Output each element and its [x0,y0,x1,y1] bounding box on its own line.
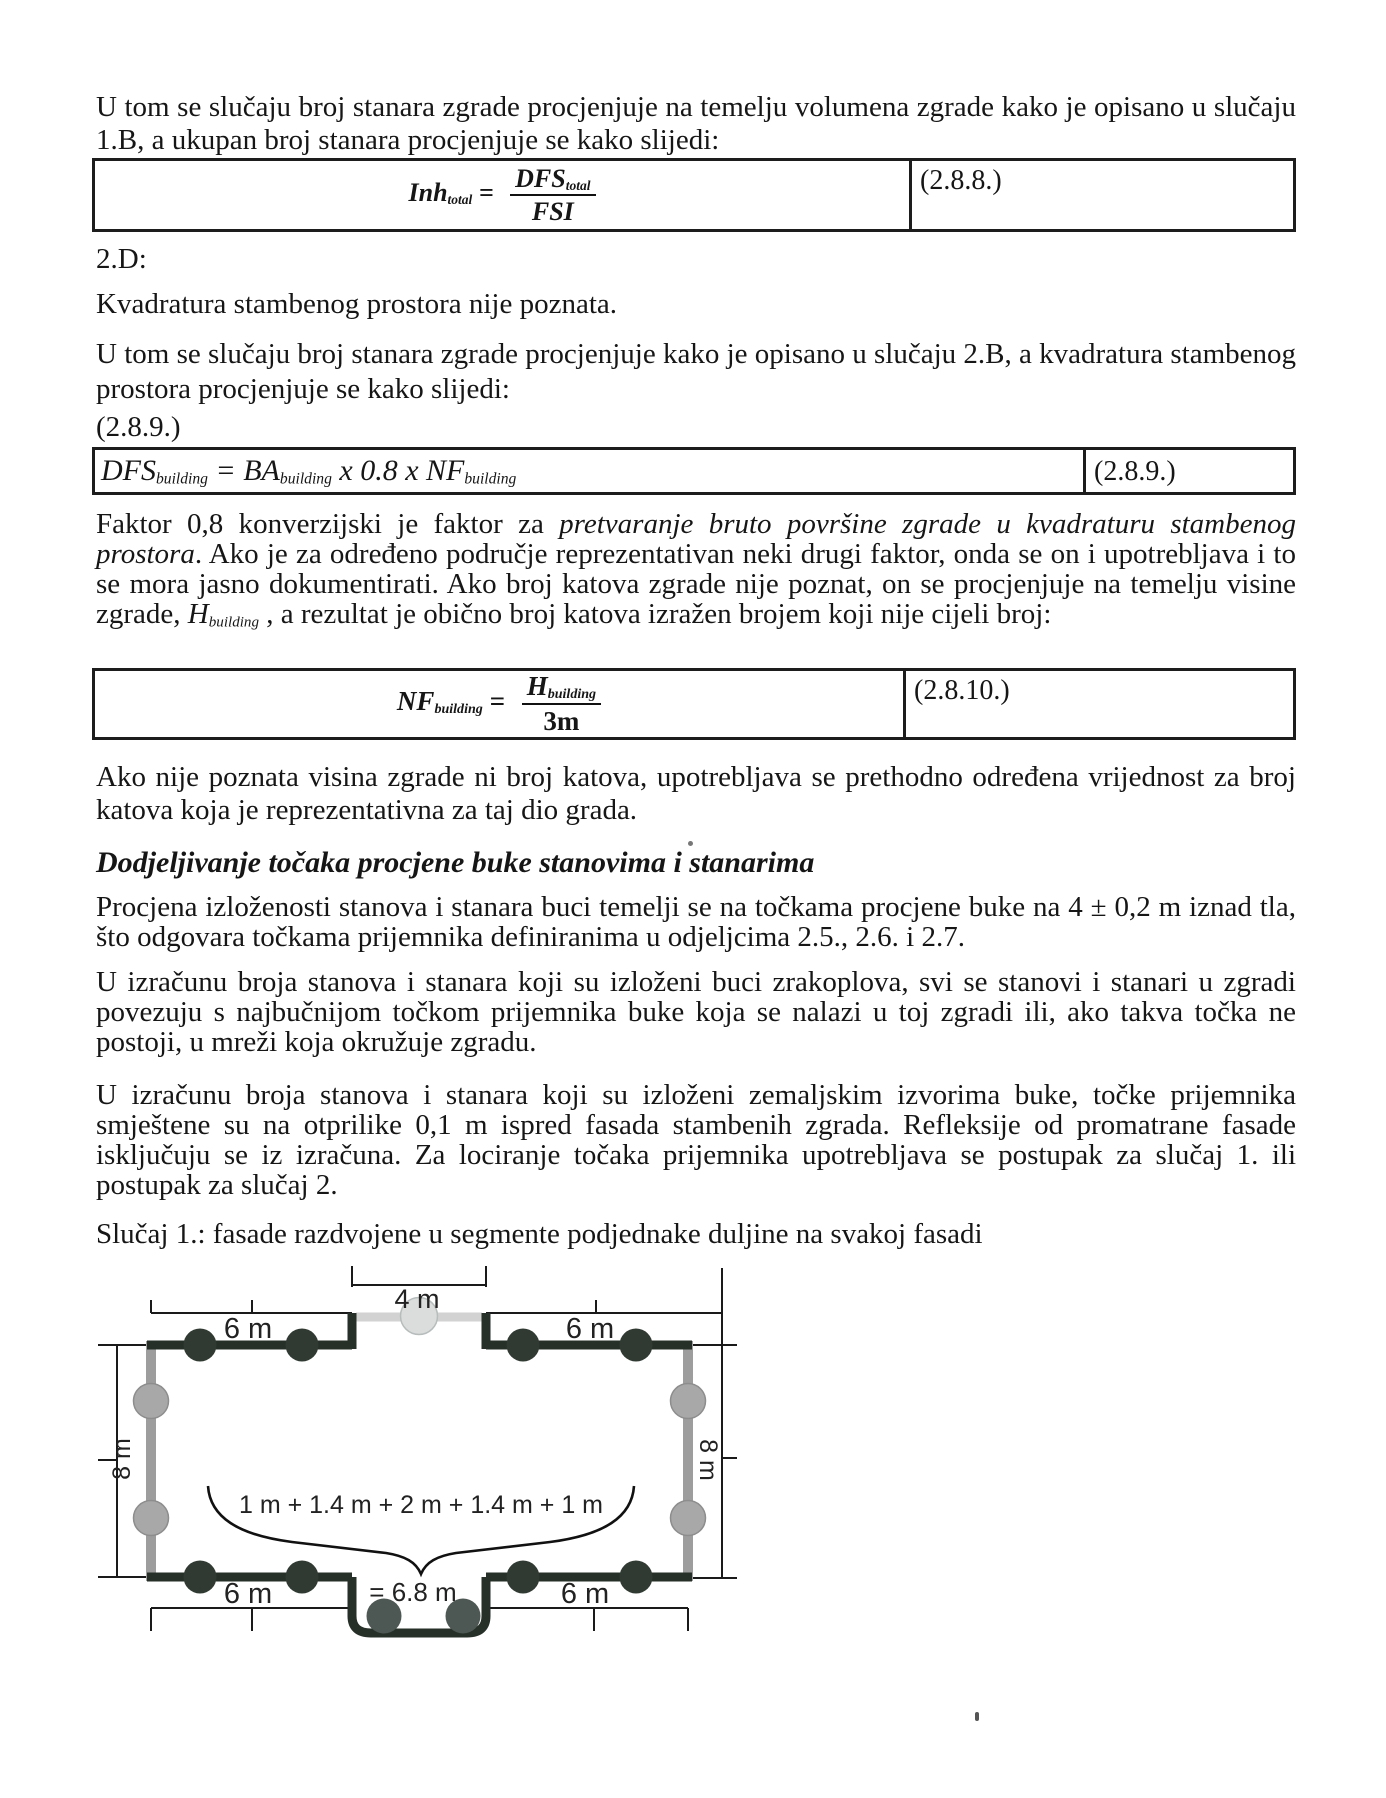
formula-table-289 [92,447,1296,495]
formula-289-ba: BA [243,453,280,487]
formula-2810-lhs-sub: building [434,701,483,718]
paragraph-volume-estimate: U tom se slučaju broj stanara zgrade procjenjuje na temelju volumena zgrade kako je opisano u slučaju 1.B, a ukupan broj stanara procjenjuje se kako slijedi: [96,91,1296,156]
faktor-italic-phrase: pretvaranje bruto površine zgrade u kvadraturu stambenog prostora [96,508,1296,570]
faktor-text-3: , a rezultat je obično broj katova izražen brojem koji nije cijeli broj: [259,598,1052,630]
label-6m-bottom-right: 6 m [560,1578,610,1610]
formula-2810-numerator: H [526,671,548,702]
receiver-point [286,1561,319,1594]
receiver-points-dark [184,1329,653,1594]
formula-cell-2810 [95,671,906,737]
section-heading: Dodjeljivanje točaka procjene buke stanovima i stanarima [96,846,815,879]
formula-cell-289 [95,450,1086,492]
formula-288-equals: = [478,177,494,207]
label-6m-top-right: 6 m [565,1313,615,1345]
receiver-point [671,1384,706,1419]
equation-ref-2810: (2.8.10.) [914,675,1010,706]
receiver-point [507,1561,540,1594]
formula-288-lhs-sub: total [447,191,473,207]
facade-segments-diagram [60,1260,780,1690]
receiver-point [134,1501,169,1536]
building-side-walls [151,1341,688,1581]
label-8m-right: 8 m [694,1439,722,1481]
formula-288-fraction [510,165,595,225]
faktor-text-1: Faktor 0,8 konverzijski je faktor za [96,508,560,540]
receiver-point [671,1501,706,1536]
label-8m-left: 8 m [108,1438,136,1480]
label-4m: 4 m [394,1284,440,1314]
formula-2810 [397,672,601,735]
receiver-point [184,1561,217,1594]
paragraph-unknown-height: Ako nije poznata visina zgrade ni broj katova, upotrebljava se prethodno određena vrijednost za broj katova koja je reprezentativna za taj dio grada. [96,761,1296,826]
formula-2810-equals: = [489,686,505,717]
formula-288-denominator: FSI [531,196,574,226]
receiver-point [620,1561,653,1594]
formula-2810-denominator: 3m [543,706,580,737]
formula-288-lhs: Inh [408,177,448,207]
faktor-text-2: . Ako je za određeno područje reprezentativan neki drugi faktor, onda se on i upotrebljava i to se mora jasno dokumentirati. Ako broj katova zgrade nije poznat, on se procjenjuje na temelju visine zgrade, [96,538,1296,630]
formula-289 [101,454,516,488]
paragraph-zemaljski: U izračunu broja stanova i stanara koji su izloženi zemaljskim izvorima buke, točke prijemnika smještene su na otprilike 0,1 m ispred fasada stambenih zgrada. Refleksije od promatrane fasade isključuju se iz izračuna. Za lociranje točaka prijemnika upotrebljava se postupak za slučaj 1. ili postupak za slučaj 2. [96,1079,1296,1201]
scan-speck [688,841,693,846]
formula-289-ba-sub: building [279,470,332,488]
formula-table-288 [92,158,1296,232]
label-6m-bottom-left: 6 m [223,1578,273,1610]
formula-2810-fraction [522,672,601,735]
label-segment-total: = 6.8 m [369,1577,457,1607]
formula-288-numerator-sub: total [565,177,591,193]
receiver-point [134,1384,169,1419]
formula-288-numerator: DFS [515,163,566,193]
paragraph-procjena: Procjena izloženosti stanova i stanara buci temelji se na točkama procjene buke na 4 ± 0,2 m iznad tla, što odgovara točkama prijemnika definiranima u odjeljcima 2.5., 2.6. i 2.7. [96,891,1296,953]
formula-289-times: x 0.8 x [331,453,427,487]
receiver-point [620,1329,653,1362]
formula-cell-288 [95,161,912,229]
receiver-point [286,1329,319,1362]
faktor-h-variable: H [187,598,209,630]
paragraph-case-2b: U tom se slučaju broj stanara zgrade procjenjuje kako je opisano u slučaju 2.B, a kvadratura stambenog prostora procjenjuje se kako slijedi: [96,338,1296,405]
formula-289-equals: = [207,453,244,487]
scan-speck [975,1712,979,1721]
formula-288 [408,165,595,225]
paragraph-kvadratura: Kvadratura stambenog prostora nije poznata. [96,288,618,320]
label-6m-top-left: 6 m [223,1313,273,1345]
formula-289-nf: NF [426,453,465,487]
equation-label-289: (2.8.9.) [96,411,181,443]
section-label-2d: 2.D: [96,243,147,275]
formula-289-dfs-sub: building [156,470,208,488]
paragraph-slucaj1: Slučaj 1.: fasade razdvojene u segmente podjednake duljine na svakoj fasadi [96,1218,983,1250]
paragraph-faktor [96,509,1296,637]
paragraph-zrakoplova: U izračunu broja stanova i stanara koji su izloženi buci zrakoplova, svi se stanovi i stanari u zgradi povezuju s najbučnijom točkom prijemnika buke koja se nalazi u toj zgradi ili, ako takva točka ne postoji, u mreži koja okružuje zgradu. [96,966,1296,1058]
formula-2810-lhs: NF [396,686,435,717]
formula-2810-numerator-sub: building [547,686,597,703]
receiver-point [184,1329,217,1362]
equation-ref-289: (2.8.9.) [1094,456,1176,487]
equation-ref-288: (2.8.8.) [920,165,1002,196]
receiver-point [507,1329,540,1362]
formula-table-2810 [92,668,1296,740]
formula-289-nf-sub: building [464,470,517,488]
formula-289-dfs: DFS [101,453,156,487]
label-segment-sum: 1 m + 1.4 m + 2 m + 1.4 m + 1 m [238,1491,604,1519]
faktor-h-subscript: building [208,614,259,631]
